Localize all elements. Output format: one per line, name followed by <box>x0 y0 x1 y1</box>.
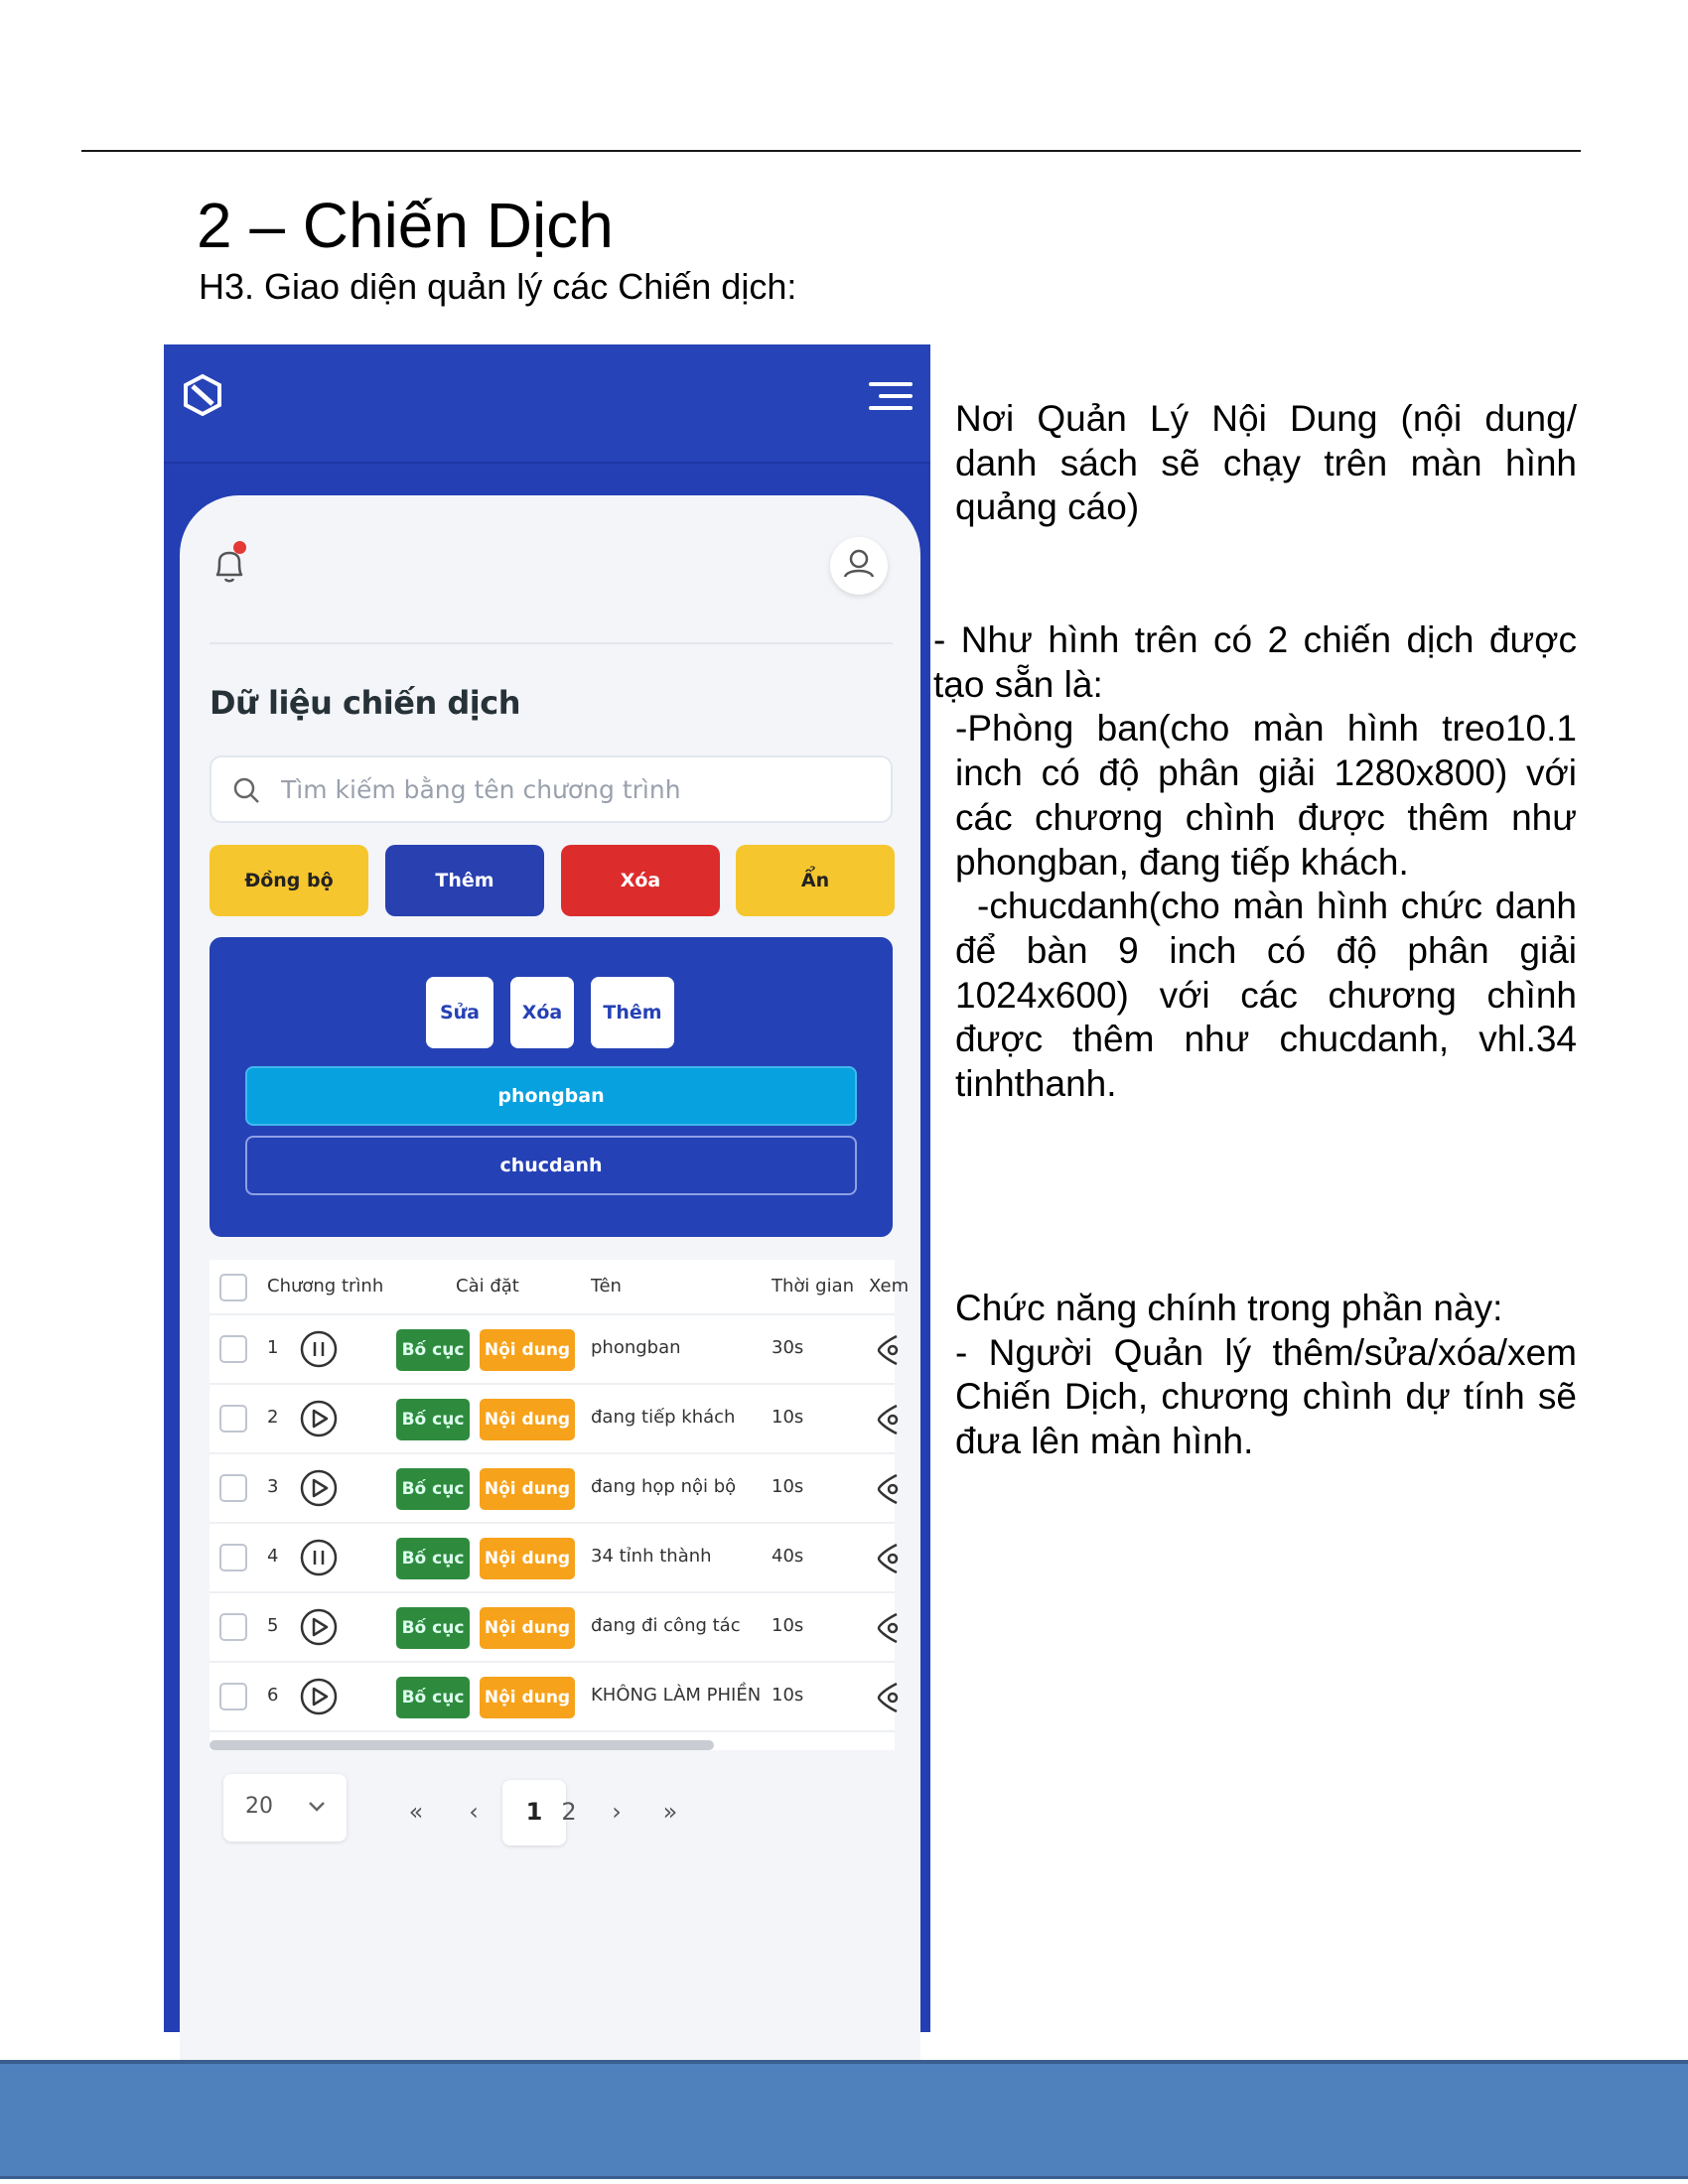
add-campaign-button[interactable]: Thêm <box>591 977 674 1048</box>
figure-caption: H3. Giao diện quản lý các Chiến dịch: <box>199 266 797 307</box>
content-card <box>180 495 920 2064</box>
content-button[interactable]: Nội dung <box>480 1399 575 1440</box>
program-duration: 40s <box>772 1546 804 1567</box>
row-number: 6 <box>267 1685 279 1706</box>
header-rule <box>81 150 1581 152</box>
page-1-button[interactable]: 1 <box>502 1780 566 1845</box>
view-icon[interactable] <box>875 1541 899 1576</box>
view-icon[interactable] <box>875 1402 899 1437</box>
program-duration: 10s <box>772 1615 804 1636</box>
play-icon[interactable] <box>299 1607 339 1647</box>
hide-button[interactable]: Ẩn <box>736 845 895 916</box>
search-input[interactable] <box>281 757 877 821</box>
notification-dot <box>233 541 246 554</box>
layout-button[interactable]: Bố cục <box>396 1399 470 1440</box>
program-name: đang đi công tác <box>591 1615 741 1636</box>
program-table <box>210 1260 910 1750</box>
layout-button[interactable]: Bố cục <box>396 1538 470 1579</box>
prev-page-button[interactable]: ‹ <box>469 1798 479 1826</box>
delete-button[interactable]: Xóa <box>561 845 720 916</box>
play-icon[interactable] <box>299 1399 339 1438</box>
next-page-button[interactable]: › <box>612 1798 622 1826</box>
view-icon[interactable] <box>875 1332 899 1368</box>
view-icon[interactable] <box>875 1471 899 1507</box>
search-icon <box>231 775 261 805</box>
layout-button[interactable]: Bố cục <box>396 1677 470 1718</box>
app-top-bar <box>164 344 930 464</box>
app-logo-icon[interactable] <box>182 374 223 416</box>
row-checkbox[interactable] <box>219 1335 247 1363</box>
select-all-checkbox[interactable] <box>219 1274 247 1301</box>
user-avatar-button[interactable] <box>830 537 888 595</box>
row-checkbox[interactable] <box>219 1474 247 1502</box>
content-button[interactable]: Nội dung <box>480 1329 575 1371</box>
row-checkbox[interactable] <box>219 1613 247 1641</box>
program-duration: 30s <box>772 1337 804 1358</box>
row-number: 5 <box>267 1615 279 1636</box>
user-icon <box>830 537 888 595</box>
row-checkbox[interactable] <box>219 1683 247 1710</box>
table-row[interactable] <box>210 1593 895 1663</box>
program-name: KHÔNG LÀM PHIỀN <box>591 1685 762 1706</box>
header-time: Thời gian <box>772 1276 855 1297</box>
play-icon[interactable] <box>299 1468 339 1508</box>
table-row[interactable] <box>210 1385 895 1454</box>
row-number: 3 <box>267 1476 279 1497</box>
section-title: Dữ liệu chiến dịch <box>210 684 521 722</box>
pause-icon[interactable] <box>299 1329 339 1369</box>
page-size-select[interactable] <box>223 1774 347 1842</box>
row-number: 1 <box>267 1337 279 1358</box>
header-program: Chương trình <box>267 1276 384 1297</box>
page-2-button[interactable]: 2 <box>561 1798 577 1826</box>
table-row[interactable] <box>210 1524 895 1593</box>
program-name: đang tiếp khách <box>591 1407 736 1428</box>
table-header <box>210 1260 910 1315</box>
delete-campaign-button[interactable]: Xóa <box>510 977 574 1048</box>
side-text-campaigns: - Như hình trên có 2 chiến dịch được tạo sẵn là: -Phòng ban(cho màn hình treo10.1 inch có độ phân giải 1280x800) với các chương chình được thêm như phongban, đang tiếp khách. -chucdanh(cho màn hình chức danh để bàn 9 inch có độ phân giải 1024x600) với các chương chình được thêm như chucdanh, vhl.34 tinhthanh. <box>933 619 1577 1105</box>
page-title: 2 – Chiến Dịch <box>197 190 614 261</box>
program-duration: 10s <box>772 1685 804 1706</box>
app-screenshot <box>164 344 930 2032</box>
campaign-item-chucdanh[interactable]: chucdanh <box>245 1136 857 1195</box>
row-checkbox[interactable] <box>219 1405 247 1433</box>
content-button[interactable]: Nội dung <box>480 1677 575 1718</box>
campaign-panel <box>210 937 893 1237</box>
row-checkbox[interactable] <box>219 1544 247 1571</box>
layout-button[interactable]: Bố cục <box>396 1329 470 1371</box>
add-button[interactable]: Thêm <box>385 845 544 916</box>
last-page-button[interactable]: » <box>662 1798 678 1826</box>
sync-button[interactable]: Đồng bộ <box>210 845 368 916</box>
program-name: 34 tỉnh thành <box>591 1546 712 1567</box>
content-button[interactable]: Nội dung <box>480 1607 575 1649</box>
pause-icon[interactable] <box>299 1538 339 1577</box>
side-text-intro: Nơi Quản Lý Nội Dung (nội dung/ danh sách sẽ chạy trên màn hình quảng cáo) <box>955 398 1577 528</box>
footer-band <box>0 2060 1688 2179</box>
header-view: Xem <box>869 1276 910 1297</box>
layout-button[interactable]: Bố cục <box>396 1468 470 1510</box>
table-row[interactable] <box>210 1663 895 1732</box>
horizontal-scrollbar[interactable] <box>210 1740 714 1750</box>
row-number: 4 <box>267 1546 279 1567</box>
table-row[interactable] <box>210 1315 895 1385</box>
table-row[interactable] <box>210 1454 895 1524</box>
search-box <box>210 755 893 823</box>
side-text-functions: Chức năng chính trong phần này: - Người Quản lý thêm/sửa/xóa/xem Chiến Dịch, chương chình dự tính sẽ đưa lên màn hình. <box>955 1288 1577 1462</box>
row-number: 2 <box>267 1407 279 1428</box>
first-page-button[interactable]: « <box>408 1798 424 1826</box>
campaign-item-phongban[interactable]: phongban <box>245 1066 857 1126</box>
play-icon[interactable] <box>299 1677 339 1716</box>
content-button[interactable]: Nội dung <box>480 1468 575 1510</box>
program-name: đang họp nội bộ <box>591 1476 737 1497</box>
layout-button[interactable]: Bố cục <box>396 1607 470 1649</box>
divider <box>210 642 893 644</box>
chevron-down-icon <box>307 1800 327 1814</box>
program-duration: 10s <box>772 1476 804 1497</box>
edit-campaign-button[interactable]: Sửa <box>426 977 493 1048</box>
header-settings: Cài đặt <box>456 1276 519 1297</box>
hamburger-menu-icon[interactable] <box>867 382 913 422</box>
page-size-value: 20 <box>245 1794 273 1819</box>
header-name: Tên <box>591 1276 622 1297</box>
view-icon[interactable] <box>875 1610 899 1646</box>
program-name: phongban <box>591 1337 681 1358</box>
view-icon[interactable] <box>875 1680 899 1715</box>
program-duration: 10s <box>772 1407 804 1428</box>
content-button[interactable]: Nội dung <box>480 1538 575 1579</box>
